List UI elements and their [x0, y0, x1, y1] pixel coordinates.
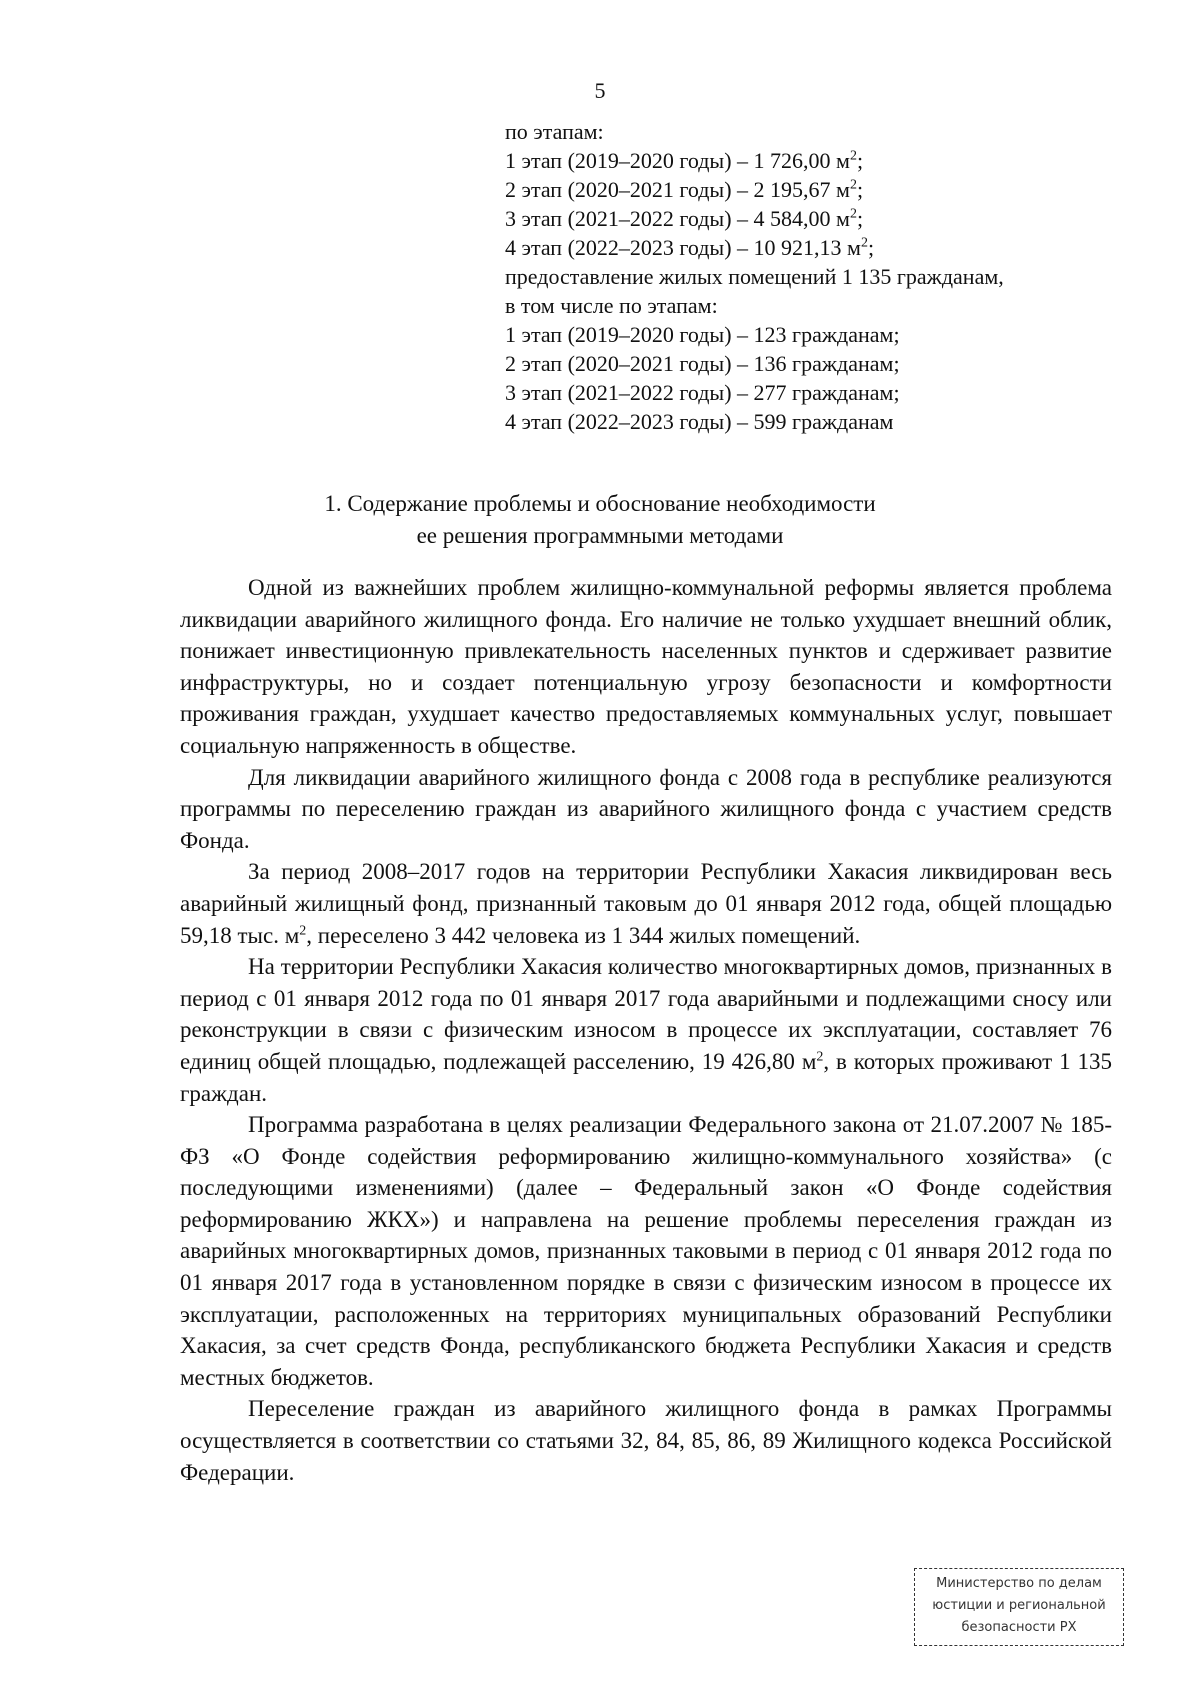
paragraph-text: Для ликвидации аварийного жилищного фонда с 2008 года в республике реализуются программы по переселению граждан из аварийного жилищного фонда с участием средств Фонда. — [180, 764, 1112, 853]
body-text — [180, 572, 1112, 1488]
superscript: 2 — [849, 206, 857, 222]
stages-line — [505, 117, 1165, 146]
stages-line-tail: ; — [856, 206, 864, 231]
section-title-line: ее решения программными методами — [416, 523, 784, 548]
stages-line — [505, 175, 1165, 204]
paragraph — [180, 1393, 1112, 1488]
paragraph — [180, 572, 1112, 762]
stages-line-text: 2 этап (2020–2021 годы) – 2 195,67 м — [505, 177, 850, 202]
stages-line-text: 1 этап (2019–2020 годы) – 123 гражданам; — [505, 322, 900, 347]
stages-line-tail: ; — [867, 235, 875, 260]
stages-line — [505, 204, 1165, 233]
stages-line-text: 2 этап (2020–2021 годы) – 136 гражданам; — [505, 351, 900, 376]
stages-line — [505, 320, 1165, 349]
stages-line-text: предоставление жилых помещений 1 135 гражданам, — [505, 264, 1004, 289]
paragraph-text: , в которых проживают 1 135 граждан. — [180, 1048, 1112, 1106]
stages-line-text: 3 этап (2021–2022 годы) – 277 гражданам; — [505, 380, 900, 405]
paragraph-text: На территории Республики Хакасия количество многоквартирных домов, признанных в период с 01 января 2012 года по 01 января 2017 года аварийными и подлежащими сносу или реконструкции в связи с физическим износом в процессе их эксплуатации, составляет 76 единиц общей площадью, подлежащей расселению, 19 426,80 м — [180, 954, 1112, 1074]
superscript: 2 — [849, 177, 857, 193]
paragraph-text: , переселено 3 442 человека из 1 344 жилых помещений. — [306, 922, 861, 948]
paragraph — [180, 1109, 1112, 1393]
paragraph — [180, 856, 1112, 951]
registration-stamp — [914, 1568, 1124, 1646]
stages-line — [505, 407, 1165, 436]
paragraph-text: Программа разработана в целях реализации Федерального закона от 21.07.2007 № 185-ФЗ «О Фонде содействия реформированию жилищно-коммунального хозяйства» (с последующими изменениями) (далее – Федеральный закон «О Фонде содействия реформированию ЖКХ») и направлена на решение проблемы переселения граждан из аварийных многоквартирных домов, признанных таковыми в период с 01 января 2012 года по 01 января 2017 года в установленном порядке в связи с физическим износом в процессе их эксплуатации, расположенных на территориях муниципальных образований Республики Хакасия, за счет средств Фонда, республиканского бюджета Республики Хакасия и средств местных бюджетов. — [180, 1112, 1112, 1390]
stamp-line: юстиции и региональной — [932, 1598, 1106, 1613]
stamp-line: Министерство по делам — [936, 1576, 1102, 1591]
stages-line — [505, 291, 1165, 320]
superscript: 2 — [299, 922, 307, 938]
superscript: 2 — [860, 235, 868, 251]
stages-line-text: 4 этап (2022–2023 годы) – 10 921,13 м — [505, 235, 861, 260]
superscript: 2 — [849, 148, 857, 164]
superscript: 2 — [816, 1049, 824, 1065]
stages-line — [505, 378, 1165, 407]
paragraph-text: Переселение граждан из аварийного жилищного фонда в рамках Программы осуществляется в соответствии со статьями 32, 84, 85, 86, 89 Жилищного кодекса Российской Федерации. — [180, 1396, 1112, 1485]
section-title — [180, 488, 1020, 552]
stages-line-text: 3 этап (2021–2022 годы) – 4 584,00 м — [505, 206, 850, 231]
stages-line — [505, 233, 1165, 262]
paragraph-text: За период 2008–2017 годов на территории Республики Хакасия ликвидирован весь аварийный жилищный фонд, признанный таковым до 01 января 2012 года, общей площадью 59,18 тыс. м — [180, 859, 1112, 948]
paragraph-text: Одной из важнейших проблем жилищно-коммунальной реформы является проблема ликвидации аварийного жилищного фонда. Его наличие не только ухудшает внешний облик, понижает инвестиционную привлекательность населенных пунктов и сдерживает развитие инфраструктуры, но и создает потенциальную угрозу безопасности и комфортности проживания граждан, ухудшает качество предоставляемых коммунальных услуг, повышает социальную напряженность в обществе. — [180, 575, 1112, 758]
stages-line — [505, 262, 1165, 291]
stages-line — [505, 146, 1165, 175]
stages-line-text: 4 этап (2022–2023 годы) – 599 гражданам — [505, 409, 894, 434]
page-number: 5 — [594, 78, 606, 103]
stages-line-tail: ; — [856, 148, 864, 173]
stages-line-tail: ; — [856, 177, 864, 202]
stages-line-text: по этапам: — [505, 119, 604, 144]
stages-line — [505, 349, 1165, 378]
stamp-line: безопасности РХ — [961, 1620, 1077, 1635]
stages-list — [505, 117, 1165, 436]
paragraph — [180, 762, 1112, 857]
stages-line-text: 1 этап (2019–2020 годы) – 1 726,00 м — [505, 148, 850, 173]
paragraph — [180, 951, 1112, 1109]
section-title-line: 1. Содержание проблемы и обоснование необходимости — [324, 491, 876, 516]
stages-line-text: в том числе по этапам: — [505, 293, 718, 318]
